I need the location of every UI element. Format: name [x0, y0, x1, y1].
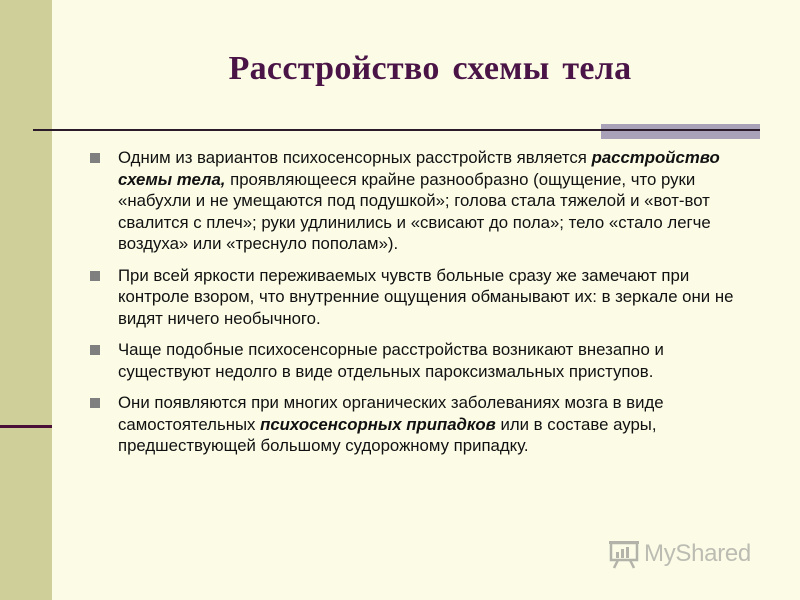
title-accent-bar [601, 124, 760, 139]
watermark-logo[interactable] [608, 537, 751, 571]
bullet-item-3 [90, 339, 760, 382]
bullet-list [90, 147, 760, 467]
bullet-square-icon [90, 153, 100, 163]
slide-title: Расстройство схемы тела [228, 50, 632, 87]
left-sidebar-bar [0, 0, 52, 600]
bullet-item-1 [90, 147, 760, 255]
bullet-item-2 [90, 265, 760, 330]
bullet-text: или в составе ауры, предшествующей большому судорожному припадку. [118, 414, 657, 455]
bullet-text: Чаще подобные психосенсорные расстройства возникают внезапно и существуют недолго в виде отдельных пароксизмальных приступов. [118, 340, 664, 381]
title-divider [33, 129, 760, 131]
bullet-text: проявляющееся крайне разнообразно (ощущение, что руки «набухли и не умещаются под подушкой»; голова стала тяжелой и «вот-вот свалится с плеч»; руки удлинились и «свисают до пола»; тело «стало легче воздуха» или «треснуло пополам»). [118, 169, 711, 253]
bullet-text: Они появляются при многих органических заболеваниях мозга в виде самостоятельных [118, 393, 664, 434]
bullet-text: При всей яркости переживаемых чувств больные сразу же замечают при контроле взором, что внутренние ощущения обманывают их: в зеркале они не видят ничего необычного. [118, 265, 734, 328]
bullet-square-icon [90, 398, 100, 408]
bullet-item-4 [90, 392, 760, 457]
bullet-emphasis: психосенсорных припадков [260, 414, 496, 434]
watermark-text: MyShared [644, 540, 751, 567]
bullet-text: Одним из вариантов психосенсорных расстройств является [118, 148, 592, 167]
left-bar-divider [0, 425, 52, 428]
presentation-board-icon [608, 539, 640, 569]
bullet-square-icon [90, 271, 100, 281]
bullet-emphasis: расстройство схемы тела, [118, 148, 720, 189]
bullet-square-icon [90, 345, 100, 355]
